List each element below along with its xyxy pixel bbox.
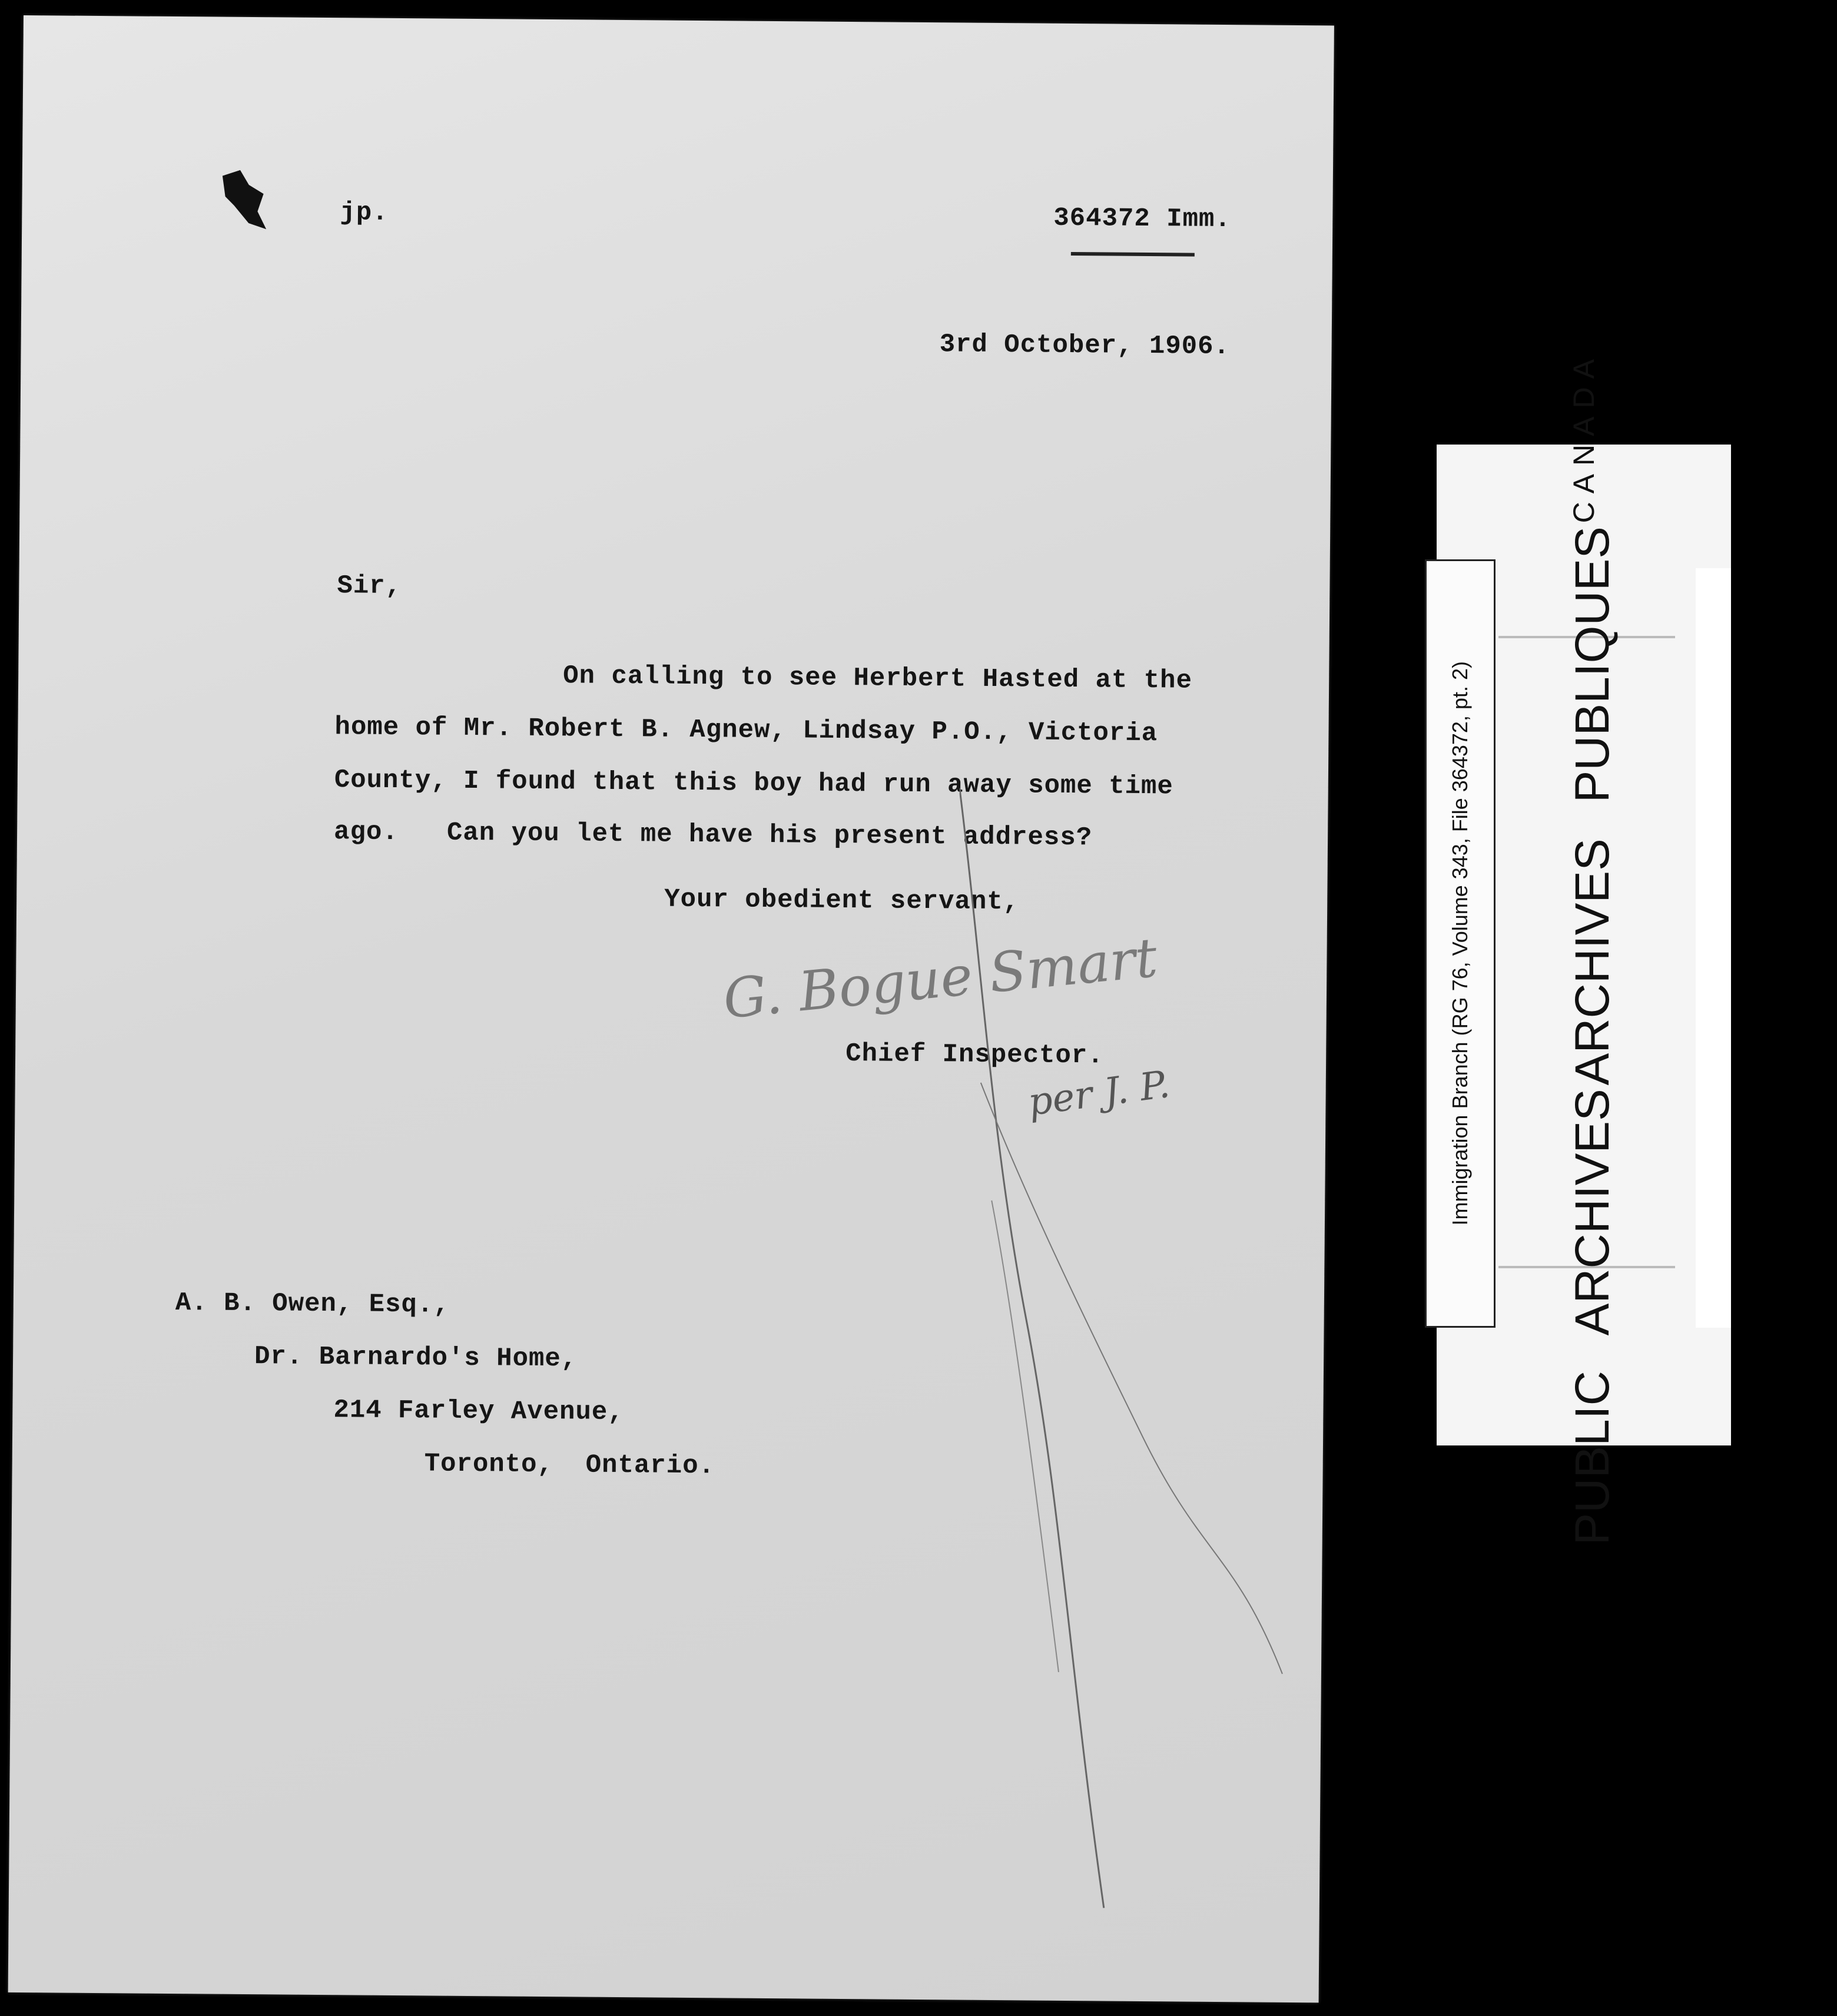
closing: Your obedient servant, <box>664 884 1020 917</box>
archive-word: PUBLIC <box>1566 1371 1619 1546</box>
body-line: home of Mr. Robert B. Agnew, Lindsay P.O., Victoria <box>334 712 1158 749</box>
archive-line-2 <box>1566 526 1619 1085</box>
ink-blot <box>216 170 270 236</box>
address-line: 214 Farley Avenue, <box>333 1395 624 1428</box>
address-line: Toronto, Ontario. <box>424 1449 715 1481</box>
handwritten-signature: G. Bogue Smart <box>720 926 1160 1031</box>
letter-page <box>8 15 1334 2002</box>
address-line: A. B. Owen, Esq., <box>175 1288 450 1320</box>
watermark <box>267 64 400 1949</box>
archive-label-edge <box>1696 568 1731 1328</box>
file-reference-underline <box>1071 252 1195 257</box>
paper-crease <box>951 788 1313 1910</box>
body-line: ago. Can you let me have his present address? <box>333 817 1093 853</box>
salutation: Sir, <box>337 571 402 602</box>
file-reference: 364372 Imm. <box>1053 203 1231 235</box>
body-line: County, I found that this boy had run away some time <box>334 765 1173 802</box>
signer-title: Chief Inspector. <box>845 1039 1104 1071</box>
body-line: On calling to see Herbert Hasted at the <box>563 661 1193 696</box>
archive-word: PUBLIQUES <box>1566 526 1619 803</box>
archive-reference: Immigration Branch (RG 76, Volume 343, File 364372, pt. 2) <box>1448 661 1472 1226</box>
archive-line-1 <box>1566 1089 1619 1545</box>
archive-word: ARCHIVES <box>1566 1088 1619 1335</box>
archive-country: CANADA <box>1567 350 1600 523</box>
per-initials: per J. P. <box>1025 1062 1173 1125</box>
typist-initials: jp. <box>340 198 389 228</box>
address-line: Dr. Barnardo's Home, <box>254 1342 578 1374</box>
archive-stamp <box>1507 350 1678 1546</box>
letter-date: 3rd October, 1906. <box>939 330 1231 362</box>
archive-word: ARCHIVES <box>1566 838 1619 1085</box>
archive-reference-strip <box>1425 559 1496 1328</box>
